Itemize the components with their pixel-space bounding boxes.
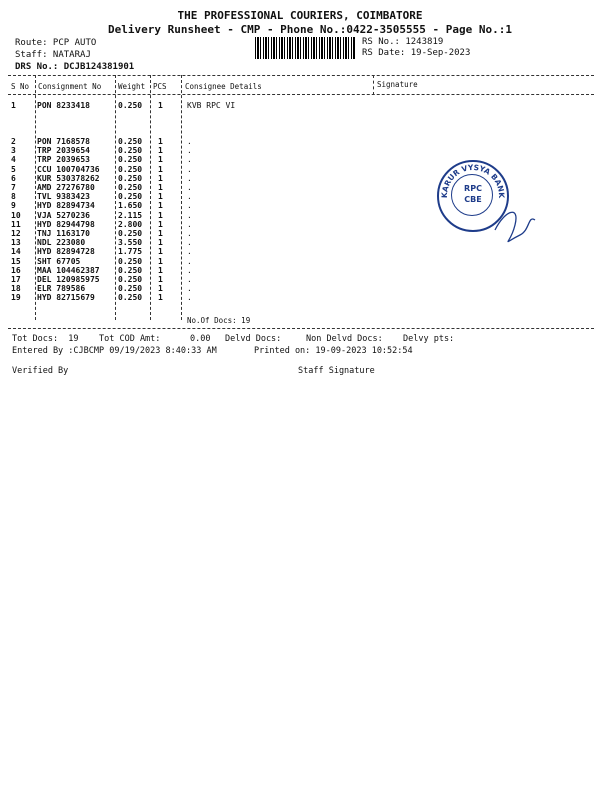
row-weight: 0.250	[118, 275, 143, 284]
row-sno: 10	[11, 210, 21, 220]
row-pcs: 1	[158, 265, 163, 275]
signature-scribble	[490, 200, 540, 250]
header-top-rule	[8, 75, 594, 76]
row-weight: 0.250	[118, 192, 143, 202]
staff-label: Staff: NATARAJ	[15, 50, 91, 60]
col-header-signature: Signature	[377, 80, 418, 89]
row-sno: 2	[11, 137, 16, 146]
row-consignment-no: HYD 82894734	[37, 201, 95, 211]
row-sno: 13	[11, 238, 21, 248]
drs-number: DRS No.: DCJB124381901	[15, 62, 135, 72]
table-bottom-rule	[8, 328, 594, 329]
col-header-pcs: PCS	[153, 82, 167, 91]
row-weight: 2.115	[118, 210, 143, 220]
col-divider	[373, 75, 374, 95]
row-weight: 0.250	[118, 265, 143, 275]
row-sno: 14	[11, 247, 21, 257]
row-weight: 3.550	[118, 238, 143, 248]
runsheet-title: Delivery Runsheet - CMP - Phone No.:0422-3505555 - Page No.:1	[108, 23, 512, 36]
col-divider	[150, 75, 151, 320]
verified-by: Verified By	[12, 366, 69, 376]
col-header-consignee: Consignee Details	[185, 82, 262, 91]
row-pcs: 1	[158, 293, 163, 303]
row-weight: 2.800	[118, 219, 143, 229]
tot-docs: Tot Docs: 19	[12, 334, 79, 344]
row-pcs: 1	[158, 201, 163, 211]
row-pcs: 1	[158, 155, 163, 165]
row-consignment-no: HYD 82944798	[37, 219, 95, 229]
row-consignee: .	[187, 219, 192, 229]
company-title: THE PROFESSIONAL COURIERS, COIMBATORE	[177, 9, 423, 22]
row-weight: 0.250	[118, 173, 143, 183]
row-weight: 0.250	[118, 101, 143, 110]
row-weight: 0.250	[118, 183, 143, 192]
row-weight: 0.250	[118, 155, 143, 165]
row-consignee: KVB RPC VI	[187, 101, 236, 110]
row-consignment-no: PON 8233418	[37, 101, 90, 110]
stamp-outer-text: KARUR VYSYA BANK	[439, 162, 507, 199]
row-sno: 19	[11, 293, 21, 303]
header-bottom-rule	[8, 94, 594, 95]
row-consignee: .	[187, 183, 192, 192]
row-sno: 15	[11, 256, 21, 266]
non-delvd-docs: Non Delvd Docs:	[306, 334, 383, 344]
row-sno: 7	[11, 183, 16, 192]
col-header-sno: S No	[11, 82, 30, 91]
stamp-rpc: RPC	[464, 184, 482, 193]
row-sno: 17	[11, 275, 21, 284]
row-pcs: 1	[158, 247, 163, 257]
row-consignment-no: TRP 2039653	[37, 155, 90, 165]
svg-text:KARUR VYSYA BANK	[440, 163, 506, 200]
row-consignee: .	[187, 210, 192, 220]
stamp-cbe: CBE	[464, 195, 482, 204]
rs-date: RS Date: 19-Sep-2023	[362, 48, 471, 58]
row-sno: 9	[11, 201, 16, 211]
staff-signature: Staff Signature	[298, 366, 375, 376]
row-consignment-no: CCU 100704736	[37, 164, 100, 174]
row-consignment-no: MAA 104462387	[37, 265, 100, 275]
row-consignment-no: VJA 5270236	[37, 210, 90, 220]
row-consignment-no: TRP 2039654	[37, 146, 90, 156]
row-sno: 16	[11, 265, 21, 275]
row-sno: 6	[11, 173, 16, 183]
row-consignment-no: SHT 67705	[37, 256, 81, 266]
row-pcs: 1	[158, 183, 163, 192]
row-pcs: 1	[158, 210, 163, 220]
row-consignment-no: HYD 82894728	[37, 247, 95, 257]
row-sno: 4	[11, 155, 16, 165]
row-sno: 12	[11, 229, 21, 238]
row-consignee: .	[187, 192, 192, 202]
col-divider	[181, 75, 182, 320]
row-consignment-no: PON 7168578	[37, 137, 90, 146]
col-header-weight: Weight	[118, 82, 146, 91]
col-header-consignment: Consignment No	[38, 82, 102, 91]
row-pcs: 1	[158, 146, 163, 156]
row-consignee: .	[187, 155, 192, 165]
row-consignee: .	[187, 293, 192, 303]
entered-by: Entered By :CJBCMP 09/19/2023 8:40:33 AM	[12, 346, 217, 356]
row-pcs: 1	[158, 173, 163, 183]
delvd-docs: Delvd Docs:	[225, 334, 282, 344]
row-sno: 11	[11, 219, 21, 229]
barcode-image	[255, 37, 355, 59]
row-consignee: .	[187, 275, 192, 284]
row-pcs: 1	[158, 284, 163, 294]
row-consignee: .	[187, 146, 192, 156]
col-divider	[35, 75, 36, 320]
row-consignment-no: KUR 530378262	[37, 173, 100, 183]
row-consignment-no: DEL 120985975	[37, 275, 100, 284]
row-consignee: .	[187, 229, 192, 238]
row-weight: 1.650	[118, 201, 143, 211]
row-consignee: .	[187, 238, 192, 248]
row-sno: 3	[11, 146, 16, 156]
row-pcs: 1	[158, 238, 163, 248]
row-consignment-no: TVL 9383423	[37, 192, 90, 202]
row-consignee: .	[187, 164, 192, 174]
row-consignment-no: HYD 82715679	[37, 293, 95, 303]
row-consignment-no: NDL 223080	[37, 238, 86, 248]
row-consignee: .	[187, 256, 192, 266]
row-sno: 1	[11, 101, 16, 110]
row-weight: 0.250	[118, 137, 143, 146]
delvy-pts: Delvy pts:	[403, 334, 455, 344]
tot-cod-value: 0.00	[190, 334, 211, 344]
row-pcs: 1	[158, 164, 163, 174]
row-consignee: .	[187, 265, 192, 275]
no-of-docs: No.Of Docs: 19	[187, 316, 251, 325]
row-pcs: 1	[158, 137, 163, 146]
row-consignee: .	[187, 247, 192, 257]
row-weight: 0.250	[118, 229, 143, 238]
row-pcs: 1	[158, 219, 163, 229]
row-consignee: .	[187, 201, 192, 211]
row-weight: 0.250	[118, 146, 143, 156]
row-weight: 0.250	[118, 284, 143, 294]
row-pcs: 1	[158, 192, 163, 202]
route-label: Route: PCP AUTO	[15, 38, 97, 48]
row-consignee: .	[187, 284, 192, 294]
rs-number: RS No.: 1243819	[362, 37, 444, 47]
row-weight: 0.250	[118, 256, 143, 266]
row-pcs: 1	[158, 256, 163, 266]
printed-on: Printed on: 19-09-2023 10:52:54	[254, 346, 413, 356]
tot-cod-label: Tot COD Amt:	[99, 334, 161, 344]
row-weight: 0.250	[118, 164, 143, 174]
col-divider	[115, 75, 116, 320]
row-consignment-no: ELR 789586	[37, 284, 86, 294]
row-sno: 18	[11, 284, 21, 294]
row-weight: 0.250	[118, 293, 143, 303]
row-sno: 5	[11, 164, 16, 174]
row-consignee: .	[187, 137, 192, 146]
row-consignment-no: TNJ 1163170	[37, 229, 90, 238]
row-pcs: 1	[158, 101, 163, 110]
row-consignee: .	[187, 173, 192, 183]
row-sno: 8	[11, 192, 16, 202]
row-weight: 1.775	[118, 247, 143, 257]
row-consignment-no: AMD 27276780	[37, 183, 95, 192]
row-pcs: 1	[158, 275, 163, 284]
row-pcs: 1	[158, 229, 163, 238]
